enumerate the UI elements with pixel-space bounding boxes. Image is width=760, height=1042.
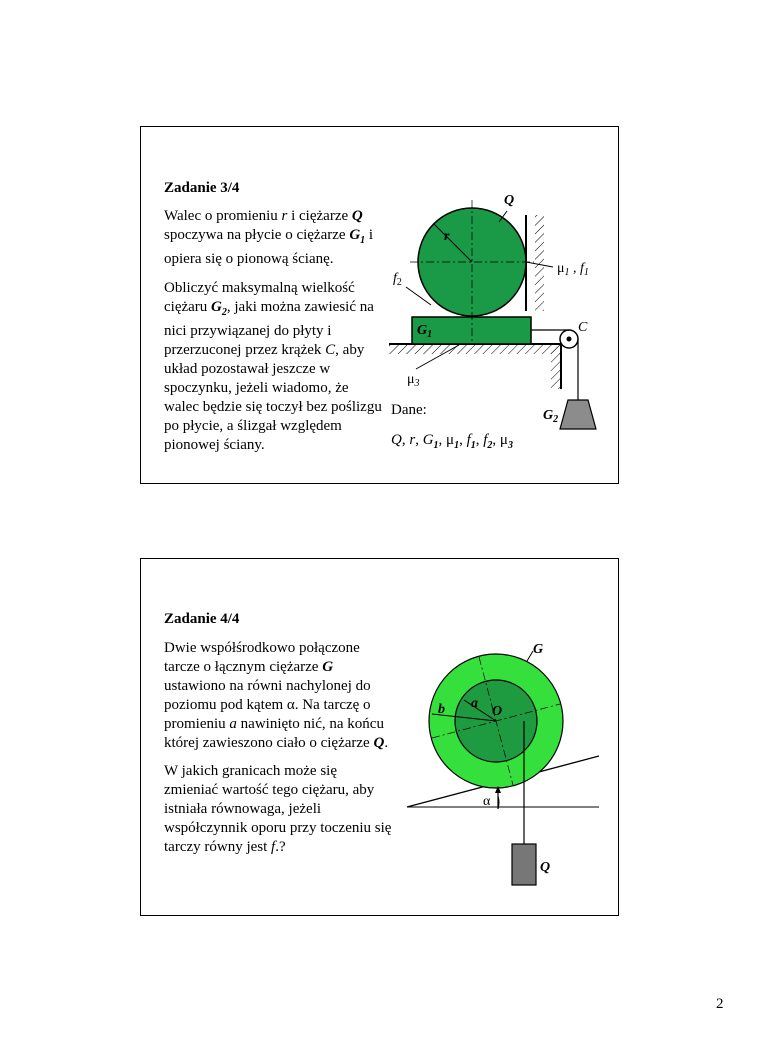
label-c: C <box>578 320 588 335</box>
label-mu3: $\mu_3$ <box>407 372 420 389</box>
label-o: O <box>492 704 503 719</box>
problem-paragraph-2: W jakich granicach może się zmieniać wartość tego ciężaru, aby istniała równowaga, jeżeli współczynnik oporu przy toczeniu się tarczy równy jest f.? <box>164 763 392 855</box>
label-r: r <box>444 229 450 244</box>
label-a: a <box>471 696 478 711</box>
weight-q <box>512 844 536 885</box>
problem-paragraph-2: Obliczyć maksymalną wielkość ciężaru $G_2$, jaki można zawiesić na nici przywiązanej do płyty i przerzuconej przez krążek C, aby układ pozostawał jeszcze w spoczynku, jeżeli wiadomo, że walec będzie się toczył bez poślizgu po płycie, a ślizgał względem pionowej ściany. <box>164 280 382 453</box>
problem-title: Zadanie 3/4 <box>164 180 240 196</box>
label-mu1-f1: $\mu_1$ , $f_1$ <box>557 261 589 278</box>
pulley-axle <box>567 337 572 342</box>
problem-title: Zadanie 4/4 <box>164 611 240 627</box>
given-label: Dane: <box>391 402 427 418</box>
problem-slide-4-4 <box>140 558 619 916</box>
label-q: Q <box>504 193 515 208</box>
floor-hatching <box>389 344 561 354</box>
label-b: b <box>438 702 445 717</box>
label-g2: $G_2$ <box>543 408 559 425</box>
label-g: G <box>533 642 544 657</box>
problem-paragraph-1: Dwie współśrodkowo połączone tarcze o łącznym ciężarze G ustawiono na równi nachylonej do poziomu pod kątem α. Na tarczę o promieniu a nawinięto nić, na końcu której zawieszono ciało o ciężarze Q. <box>164 640 389 751</box>
label-g1: $G_1$ <box>417 323 433 340</box>
disks-incline-figure <box>141 559 620 917</box>
label-alpha: α <box>483 794 491 809</box>
floor-side-hatching <box>551 344 561 389</box>
problem-slide-3-4 <box>140 126 619 484</box>
label-q: Q <box>540 860 551 875</box>
given-list: Q, r, $G_1$, $\mu_1$, $f_1$, $f_2$, $\mu_3$ <box>391 432 513 451</box>
label-f2: $f_2$ <box>393 271 402 288</box>
cylinder-plate-figure <box>141 127 620 485</box>
page-number: 2 <box>716 996 724 1012</box>
problem-paragraph-1: Walec o promieniu r i ciężarze Q spoczywa na płycie o ciężarze $G_1$ i opiera się o pionową ścianę. <box>164 208 374 267</box>
wall-hatching <box>535 215 544 311</box>
weight-g2 <box>560 400 596 429</box>
